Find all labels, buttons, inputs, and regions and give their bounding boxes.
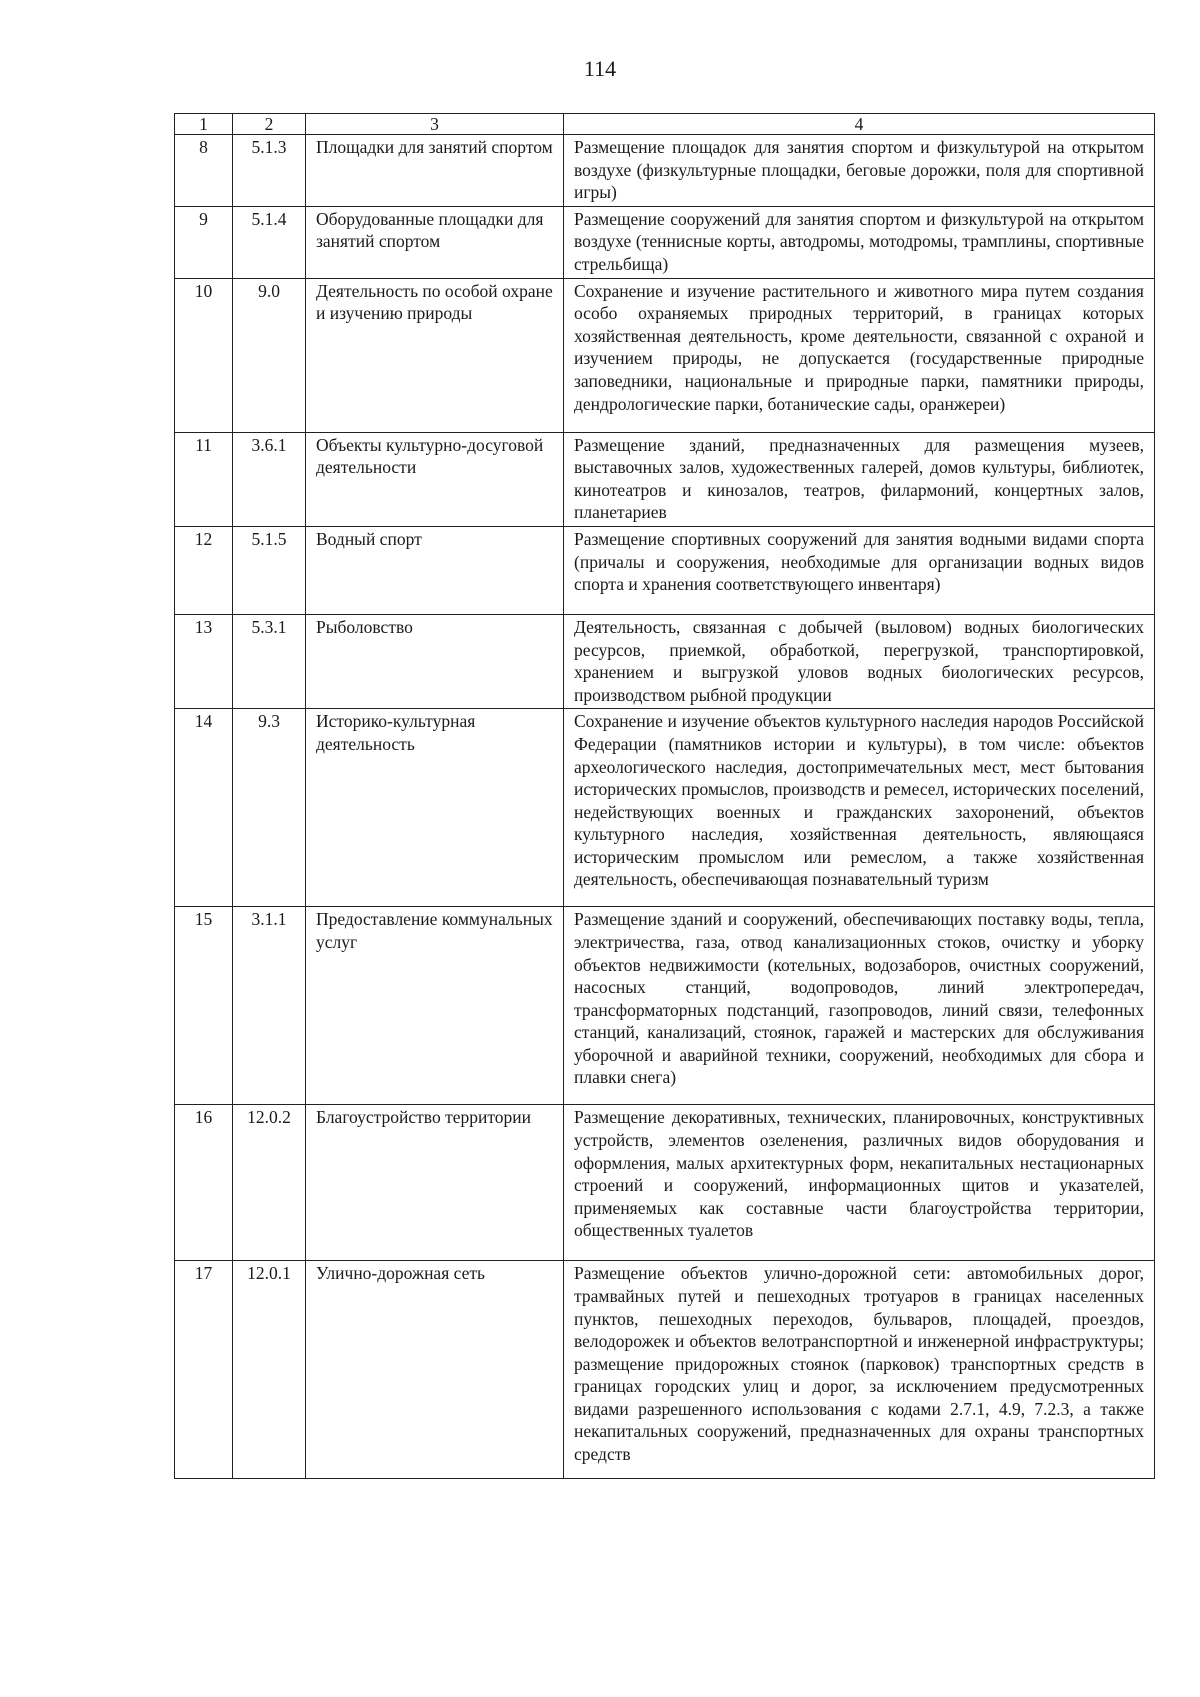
row-description: Размещение зданий, предназначенных для размещения музеев, выставочных залов, художественных галерей, домов культуры, библиотек, кинотеатров и кинозалов, театров, филармоний, концертных залов, планетариев [564, 432, 1155, 526]
table-row [175, 432, 1155, 526]
row-code: 12.0.2 [233, 1105, 306, 1261]
row-name: Оборудованные площадки для занятий спортом [306, 206, 564, 278]
row-description: Размещение объектов улично-дорожной сети: автомобильных дорог, трамвайных путей и пешеходных тротуаров в границах населенных пунктов, пешеходных переходов, бульваров, площадей, проездов, велодорожек и объектов велотранспортной и инженерной инфраструктуры; размещение придорожных стоянок (парковок) транспортных средств в границах городских улиц и дорог, за исключением предусмотренных видами разрешенного использования с кодами 2.7.1, 4.9, 7.2.3, а также некапитальных сооружений, предназначенных для охраны транспортных средств [564, 1261, 1155, 1479]
row-number: 9 [175, 206, 233, 278]
row-description: Размещение площадок для занятия спортом и физкультурой на открытом воздухе (физкультурные площадки, беговые дорожки, поля для спортивной игры) [564, 135, 1155, 207]
row-description: Размещение зданий и сооружений, обеспечивающих поставку воды, тепла, электричества, газа, отвод канализационных стоков, очистку и уборку объектов недвижимости (котельных, водозаборов, очистных сооружений, насосных станций, водопроводов, линий электропередач, трансформаторных подстанций, газопроводов, линий связи, телефонных станций, канализаций, стоянок, гаражей и мастерских для обслуживания уборочной и аварийной техники, сооружений, необходимых для сбора и плавки снега) [564, 907, 1155, 1105]
table-row [175, 278, 1155, 432]
row-number: 14 [175, 709, 233, 907]
row-description: Деятельность, связанная с добычей (выловом) водных биологических ресурсов, приемкой, обработкой, перегрузкой, транспортировкой, хранением и выгрузкой уловов водных биологических ресурсов, производством рыбной продукции [564, 614, 1155, 708]
row-number: 15 [175, 907, 233, 1105]
row-code: 3.6.1 [233, 432, 306, 526]
row-name: Деятельность по особой охране и изучению природы [306, 278, 564, 432]
row-description: Сохранение и изучение объектов культурного наследия народов Российской Федерации (памятников истории и культуры), в том числе: объектов археологического наследия, достопримечательных мест, мест бытования исторических промыслов, производств и ремесел, исторических поселений, недействующих военных и гражданских захоронений, объектов культурного наследия, хозяйственная деятельность, являющаяся историческим промыслом или ремеслом, а также хозяйственная деятельность, обеспечивающая познавательный туризм [564, 709, 1155, 907]
row-name: Предоставление коммунальных услуг [306, 907, 564, 1105]
header-cell-2: 2 [233, 114, 306, 135]
row-number: 17 [175, 1261, 233, 1479]
row-number: 11 [175, 432, 233, 526]
row-number: 8 [175, 135, 233, 207]
header-cell-4: 4 [564, 114, 1155, 135]
row-description: Размещение спортивных сооружений для занятия водными видами спорта (причалы и сооружения, необходимые для организации водных видов спорта и хранения соответствующего инвентаря) [564, 526, 1155, 614]
table-row [175, 135, 1155, 207]
table-row [175, 206, 1155, 278]
table-row [175, 526, 1155, 614]
table-header-row [175, 114, 1155, 135]
row-name: Водный спорт [306, 526, 564, 614]
row-code: 9.3 [233, 709, 306, 907]
row-name: Площадки для занятий спортом [306, 135, 564, 207]
row-code: 5.1.4 [233, 206, 306, 278]
header-cell-1: 1 [175, 114, 233, 135]
row-description: Размещение сооружений для занятия спортом и физкультурой на открытом воздухе (теннисные корты, автодромы, мотодромы, трамплины, спортивные стрельбища) [564, 206, 1155, 278]
row-number: 13 [175, 614, 233, 708]
row-code: 5.1.5 [233, 526, 306, 614]
table-row [175, 907, 1155, 1105]
row-code: 3.1.1 [233, 907, 306, 1105]
row-description: Сохранение и изучение растительного и животного мира путем создания особо охраняемых природных территорий, в границах которых хозяйственная деятельность, кроме деятельности, связанной с охраной и изучением природы, не допускается (государственные природные заповедники, национальные и природные парки, памятники природы, дендрологические парки, ботанические сады, оранжереи) [564, 278, 1155, 432]
table-row [175, 1261, 1155, 1479]
row-number: 10 [175, 278, 233, 432]
row-code: 5.3.1 [233, 614, 306, 708]
land-use-table [174, 113, 1155, 1479]
row-code: 5.1.3 [233, 135, 306, 207]
row-number: 16 [175, 1105, 233, 1261]
row-name: Улично-дорожная сеть [306, 1261, 564, 1479]
row-name: Историко-культурная деятельность [306, 709, 564, 907]
row-code: 12.0.1 [233, 1261, 306, 1479]
row-description: Размещение декоративных, технических, планировочных, конструктивных устройств, элементов озеленения, различных видов оборудования и оформления, малых архитектурных форм, некапитальных нестационарных строений и сооружений, информационных щитов и указателей, применяемых как составные части благоустройства территории, общественных туалетов [564, 1105, 1155, 1261]
table-row [175, 709, 1155, 907]
row-code: 9.0 [233, 278, 306, 432]
row-name: Объекты культурно-досуговой деятельности [306, 432, 564, 526]
row-number: 12 [175, 526, 233, 614]
row-name: Рыболовство [306, 614, 564, 708]
row-name: Благоустройство территории [306, 1105, 564, 1261]
header-cell-3: 3 [306, 114, 564, 135]
table-row [175, 614, 1155, 708]
table-row [175, 1105, 1155, 1261]
page-number: 114 [583, 56, 617, 81]
